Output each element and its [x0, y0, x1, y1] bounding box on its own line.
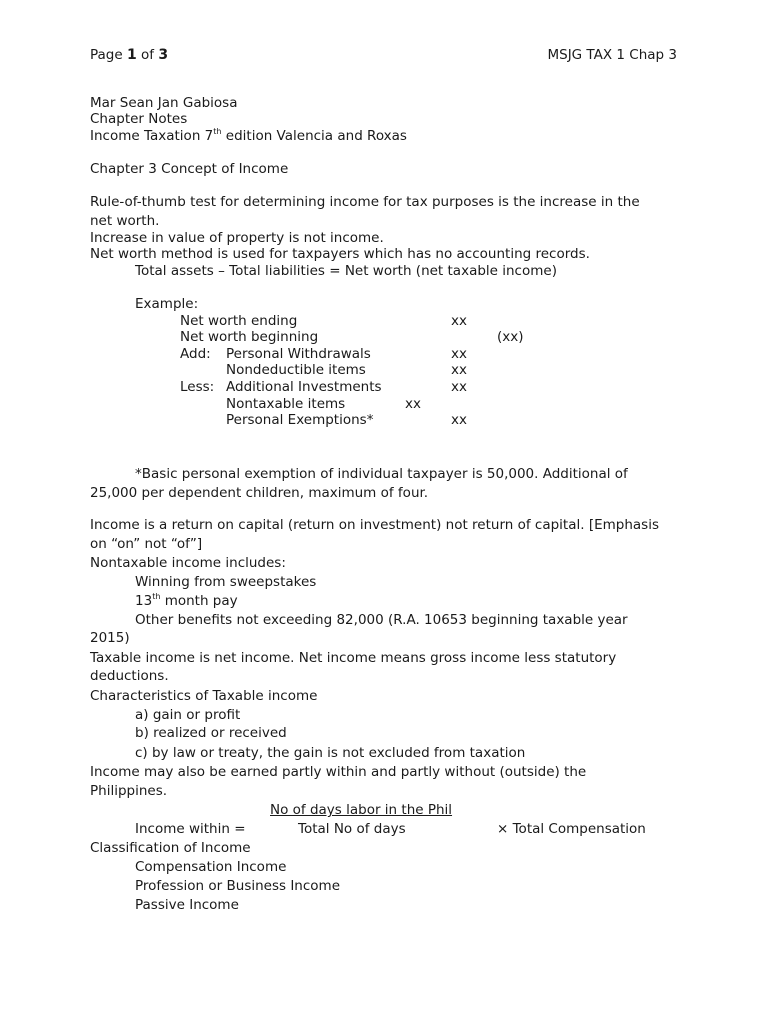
example-prefix: Less: [180, 379, 215, 395]
example-item: Nontaxable items [226, 396, 346, 412]
month-sup: th [152, 591, 161, 601]
nontaxable-item: Other benefits not exceeding 82,000 (R.A. 10653 beginning taxable year [135, 612, 628, 628]
return-on-capital-line1: Income is a return on capital (return on investment) not return of capital. [Emphasis [90, 517, 659, 533]
page-total: 3 [158, 47, 169, 63]
formula-lhs: Income within = [135, 821, 246, 837]
book-reference [90, 128, 407, 145]
page-current: 1 [126, 47, 137, 63]
book-title: Income Taxation 7 [90, 128, 214, 144]
author-name: Mar Sean Jan Gabiosa [90, 95, 238, 111]
nontaxable-item [135, 593, 238, 610]
example-item: Additional Investments [226, 379, 382, 395]
page-indicator [90, 47, 168, 63]
taxable-income-line2: deductions. [90, 668, 169, 684]
footnote-line2: 25,000 per dependent children, maximum of four. [90, 485, 429, 501]
book-edition-sup: th [213, 126, 222, 136]
footnote-line1: *Basic personal exemption of individual taxpayer is 50,000. Additional of [135, 466, 628, 482]
nontaxable-title: Nontaxable income includes: [90, 555, 286, 571]
example-amount: xx [451, 313, 467, 329]
nontaxable-item: Winning from sweepstakes [135, 574, 317, 590]
example-item: Net worth beginning [180, 329, 319, 345]
month-number: 13 [135, 593, 153, 609]
example-amount: xx [451, 412, 467, 428]
formula-denominator: Total No of days [298, 821, 406, 837]
doc-subtitle: Chapter Notes [90, 111, 188, 127]
example-item: Net worth ending [180, 313, 298, 329]
chapter-title: Chapter 3 Concept of Income [90, 161, 289, 177]
partly-within-line1: Income may also be earned partly within and partly without (outside) the [90, 764, 587, 780]
example-item: Personal Withdrawals [226, 346, 371, 362]
page-prefix: Page [90, 47, 127, 63]
taxable-income-line1: Taxable income is net income. Net income means gross income less statutory [90, 650, 617, 666]
month-pay: month pay [160, 593, 238, 609]
net-worth-formula: Total assets – Total liabilities = Net worth (net taxable income) [135, 263, 557, 279]
characteristic-item: b) realized or received [135, 725, 287, 741]
formula-rhs: × Total Compensation [497, 821, 646, 837]
characteristic-item: a) gain or profit [135, 707, 241, 723]
example-label: Example: [135, 296, 199, 312]
nontaxable-item-cont: 2015) [90, 630, 130, 646]
partly-within-line2: Philippines. [90, 783, 168, 799]
para1-line3: Increase in value of property is not income. [90, 230, 384, 246]
example-prefix: Add: [180, 346, 211, 362]
classification-item: Compensation Income [135, 859, 287, 875]
para1-line4: Net worth method is used for taxpayers which has no accounting records. [90, 246, 590, 262]
example-item: Nondeductible items [226, 362, 366, 378]
doc-code: MSJG TAX 1 Chap 3 [547, 47, 677, 63]
example-amount: xx [405, 396, 421, 412]
classification-item: Profession or Business Income [135, 878, 340, 894]
example-item: Personal Exemptions* [226, 412, 374, 428]
example-amount: xx [451, 362, 467, 378]
para1-line1: Rule-of-thumb test for determining income for tax purposes is the increase in the [90, 194, 640, 210]
characteristic-item: c) by law or treaty, the gain is not excluded from taxation [135, 745, 526, 761]
example-amount: xx [451, 379, 467, 395]
characteristics-title: Characteristics of Taxable income [90, 688, 318, 704]
para1-line2: net worth. [90, 213, 160, 229]
classification-title: Classification of Income [90, 840, 251, 856]
formula-numerator: No of days labor in the Phil [270, 802, 453, 818]
example-amount: xx [451, 346, 467, 362]
page-of: of [136, 47, 159, 63]
book-authors: edition Valencia and Roxas [221, 128, 407, 144]
classification-item: Passive Income [135, 897, 239, 913]
example-amount: (xx) [497, 329, 524, 345]
return-on-capital-line2: on “on” not “of”] [90, 536, 203, 552]
